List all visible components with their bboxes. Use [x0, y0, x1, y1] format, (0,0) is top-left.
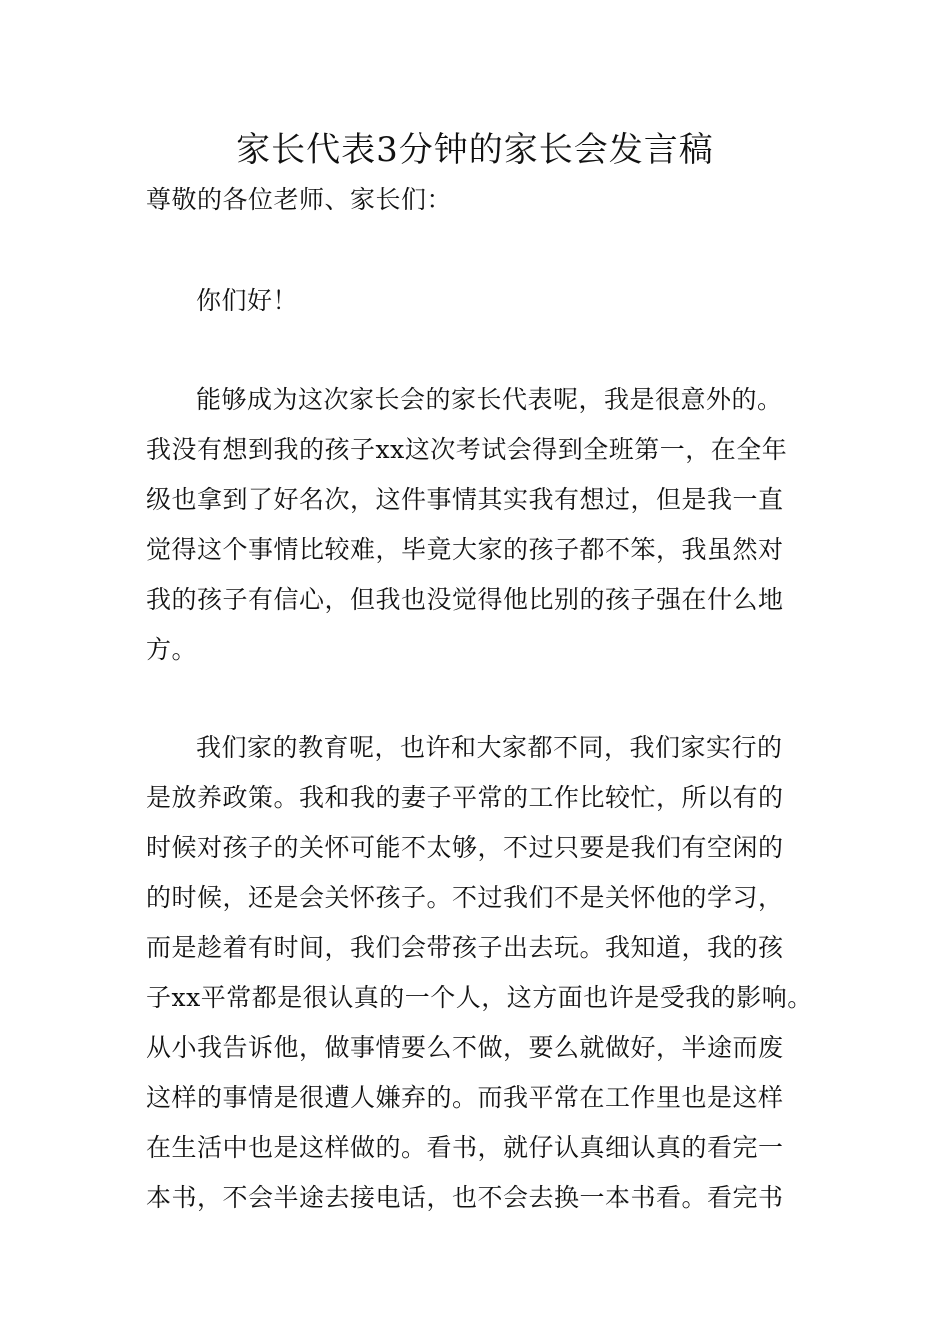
paragraph-line: 时候对孩子的关怀可能不太够，不过只要是我们有空闲的 [146, 833, 784, 862]
paragraph-line: 我没有想到我的孩子xx这次考试会得到全班第一，在全年 [146, 435, 788, 464]
paragraph-line: 是放养政策。我和我的妻子平常的工作比较忙，所以有的 [146, 783, 784, 812]
paragraph-line: 而是趁着有时间，我们会带孩子出去玩。我知道，我的孩 [146, 933, 784, 962]
paragraph-line: 觉得这个事情比较难，毕竟大家的孩子都不笨，我虽然对 [146, 535, 784, 564]
paragraph-line: 从小我告诉他，做事情要么不做，要么就做好，半途而废 [146, 1033, 784, 1062]
document-title: 家长代表3分钟的家长会发言稿 [236, 130, 714, 170]
paragraph-line: 我们家的教育呢，也许和大家都不同，我们家实行的 [196, 733, 783, 762]
salutation-line: 尊敬的各位老师、家长们： [146, 185, 453, 214]
paragraph-line: 级也拿到了好名次，这件事情其实我有想过，但是我一直 [146, 485, 784, 514]
paragraph-line: 本书，不会半途去接电话，也不会去换一本书看。看完书 [146, 1183, 784, 1212]
paragraph-line: 能够成为这次家长会的家长代表呢，我是很意外的。 [196, 385, 783, 414]
paragraph-line: 子xx平常都是很认真的一个人，这方面也许是受我的影响。 [146, 983, 813, 1012]
paragraph-line: 方。 [146, 635, 198, 664]
greeting-line: 你们好！ [196, 286, 299, 315]
paragraph-line: 在生活中也是这样做的。看书，就仔认真细认真的看完一 [146, 1133, 784, 1162]
paragraph-line: 这样的事情是很遭人嫌弃的。而我平常在工作里也是这样 [146, 1083, 784, 1112]
paragraph-line: 的时候，还是会关怀孩子。不过我们不是关怀他的学习， [146, 883, 784, 912]
paragraph-line: 我的孩子有信心，但我也没觉得他比别的孩子强在什么地 [146, 585, 784, 614]
